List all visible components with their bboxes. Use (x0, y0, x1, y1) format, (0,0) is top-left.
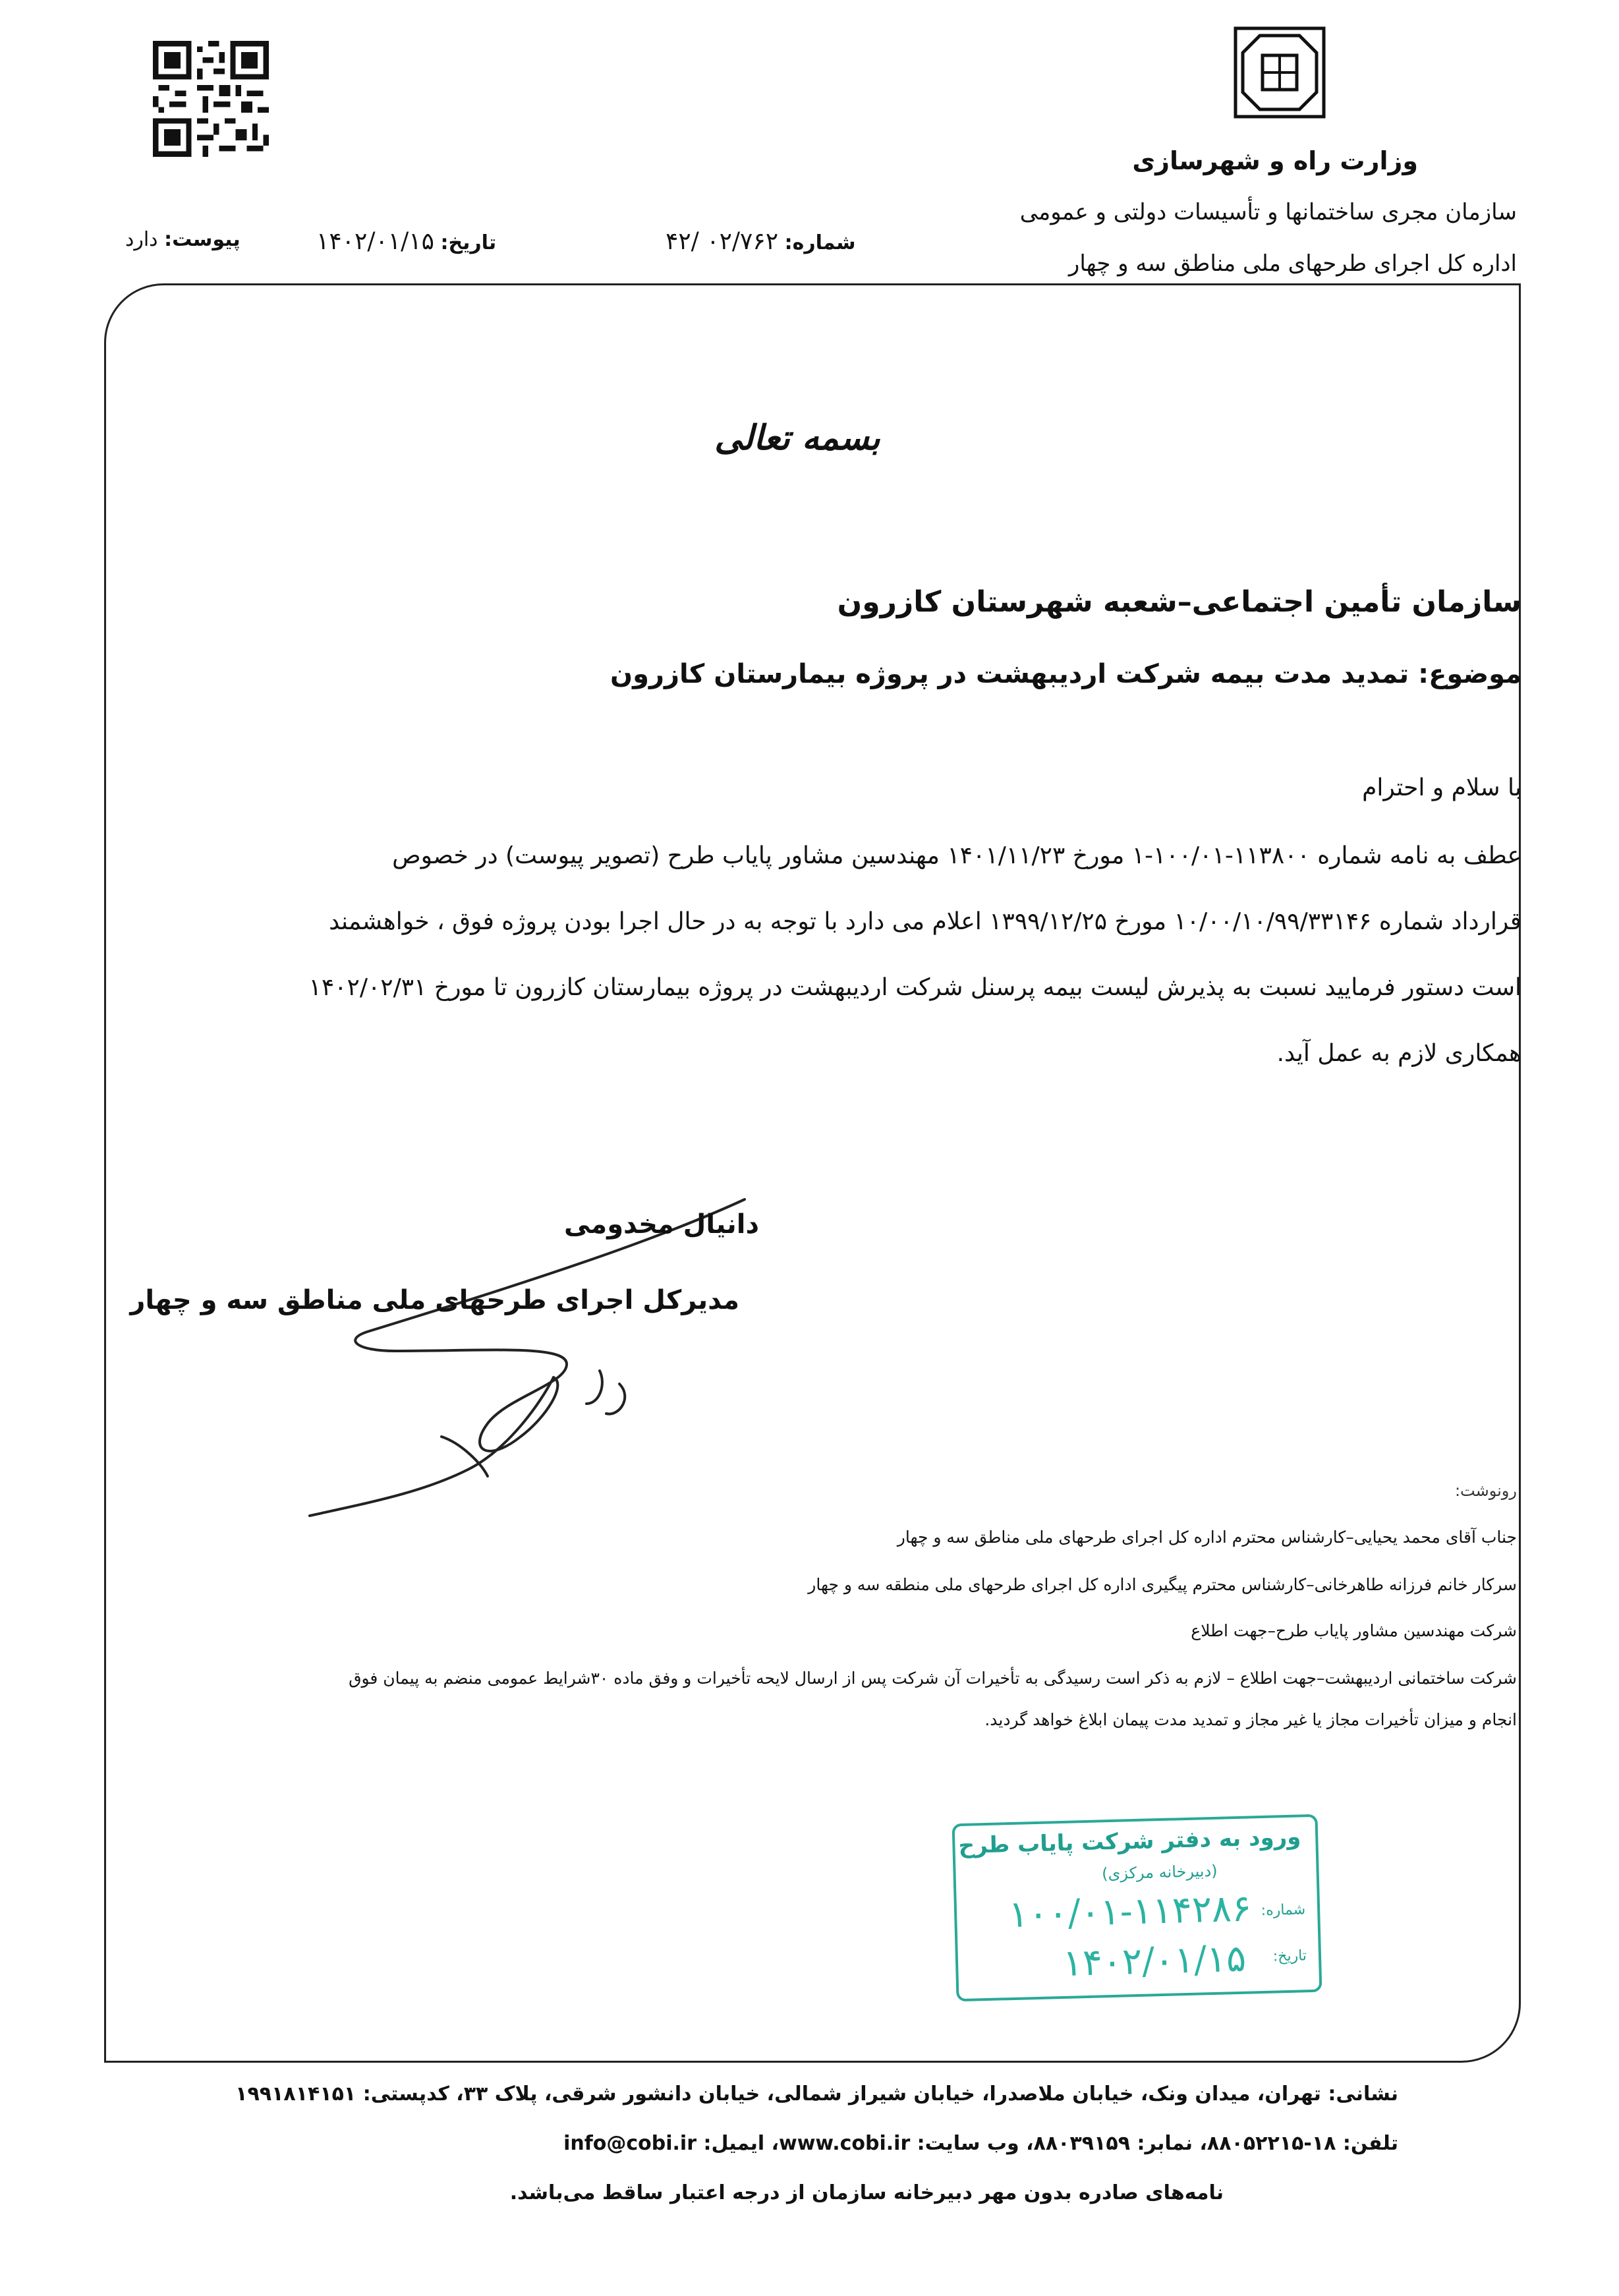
copy-recipient: انجام و میزان تأخیرات مجاز یا غیر مجاز و تمدید مدت پیمان ابلاغ خواهد گردید. (984, 1710, 1517, 1729)
body-line: است دستور فرمایید نسبت به پذیرش لیست بیمه پرسنل شرکت اردیبهشت در پروژه بیمارستان کازرون تا مورخ ۱۴۰۲/۰۲/۳۱ (308, 974, 1521, 1001)
letter-number-label: شماره: (784, 231, 856, 254)
body-line: عطف به نامه شماره ۱۱۳۸۰۰-۱۰۰/۰۱-۱ مورخ ۱۴۰۱/۱۱/۲۳ مهندسین مشاور پایاب طرح (تصویر پیوست) در خصوص (392, 842, 1521, 869)
letter-date-value: ۱۴۰۲/۰۱/۱۵ (316, 228, 434, 255)
signer-title: مدیرکل اجرای طرحهای ملی مناطق سه و چهار (130, 1285, 739, 1315)
department-name: اداره کل اجرای طرحهای ملی مناطق سه و چهار (1068, 250, 1517, 277)
letter-date (316, 228, 496, 255)
subject (610, 659, 1521, 689)
copy-recipient: شرکت ساختمانی اردیبهشت–جهت اطلاع – لازم به ذکر است رسیدگی به تأخیرات آن شرکت پس از ارسال لایحه تأخیرات و وفق ماده ۳۰شرایط عمومی منضم به پیمان فوق (349, 1669, 1517, 1688)
copy-recipient: جناب آقای محمد یحیایی–کارشناس محترم اداره کل اجرای طرحهای ملی مناطق سه و چهار (897, 1528, 1517, 1547)
bismillah-calligraphy (714, 403, 880, 476)
qr-code-icon (153, 41, 269, 157)
body-line: قرارداد شماره ۱۰/۰۰/۱۰/۹۹/۳۳۱۴۶ مورخ ۱۳۹۹/۱۲/۲۵ اعلام می دارد با توجه به در حال اجرا بودن پروژه فوق ، خواهشمند (329, 908, 1521, 935)
footer-address: نشانی: تهران، میدان ونک، خیابان ملاصدرا، خیابان شیراز شمالی، خیابان دانشور شرقی، پلاک ۳۳، کدپستی: ۱۹۹۱۸۱۴۱۵۱ (235, 2082, 1398, 2106)
copies-heading: رونوشت: (1454, 1481, 1517, 1500)
stamp-date-label: تاریخ: (1272, 1947, 1307, 1965)
footer-notice: نامه‌های صادره بدون مهر دبیرخانه سازمان از درجه اعتبار ساقط می‌باشد. (509, 2181, 1224, 2204)
letter-number-value: ۰۲/۷۶۲ /۴۲ (666, 228, 779, 255)
footer-contact: تلفن: ۱۸-۸۸۰۵۲۲۱۵، نمابر: ۸۸۰۳۹۱۵۹، وب سایت: www.cobi.ir، ایمیل: info@cobi.ir (563, 2132, 1398, 2155)
svg-text:بسمه تعالی: بسمه تعالی (714, 418, 880, 458)
attachment-value: دارد (125, 228, 158, 251)
organization-name: سازمان مجری ساختمانها و تأسیسات دولتی و عمومی (1019, 199, 1517, 225)
recipient: سازمان تأمین اجتماعی–شعبه شهرستان کازرون (837, 585, 1521, 619)
stamp-number-value: ۱۰۰/۰۱-۱۱۴۲۸۶ (1008, 1887, 1252, 1937)
stamp-number-label: شماره: (1261, 1901, 1306, 1920)
copy-recipient: سرکار خانم فرزانه طاهرخانی–کارشناس محترم پیگیری اداره کل اجرای طرحهای ملی منطقه سه و چهار (808, 1575, 1517, 1594)
copy-recipient: شرکت مهندسین مشاور پایاب طرح–جهت اطلاع (1191, 1621, 1517, 1640)
subject-label: موضوع: (1418, 659, 1521, 689)
ministry-name: وزارت راه و شهرسازی (1132, 146, 1418, 175)
letter-number (666, 228, 855, 255)
stamp-title: ورود به دفتر شرکت پایاب طرح (958, 1823, 1301, 1860)
stamp-subtitle: (دبیرخانه مرکزی) (1101, 1861, 1218, 1883)
greeting: با سلام و احترام (1362, 774, 1521, 801)
letter-frame (104, 283, 1521, 2063)
letter-attachment (125, 228, 241, 251)
body-line: همکاری لازم به عمل آید. (1276, 1040, 1521, 1067)
receipt-stamp (952, 1814, 1322, 2001)
signer-name: دانیال مخدومی (563, 1209, 759, 1240)
stamp-date-value: ۱۴۰۲/۰۱/۱۵ (1062, 1937, 1247, 1985)
ministry-emblem-icon (1234, 26, 1326, 119)
attachment-label: پیوست: (164, 228, 241, 251)
subject-text: تمدید مدت بیمه شرکت اردیبهشت در پروژه بیمارستان کازرون (610, 659, 1409, 689)
letter-date-label: تاریخ: (440, 231, 497, 254)
